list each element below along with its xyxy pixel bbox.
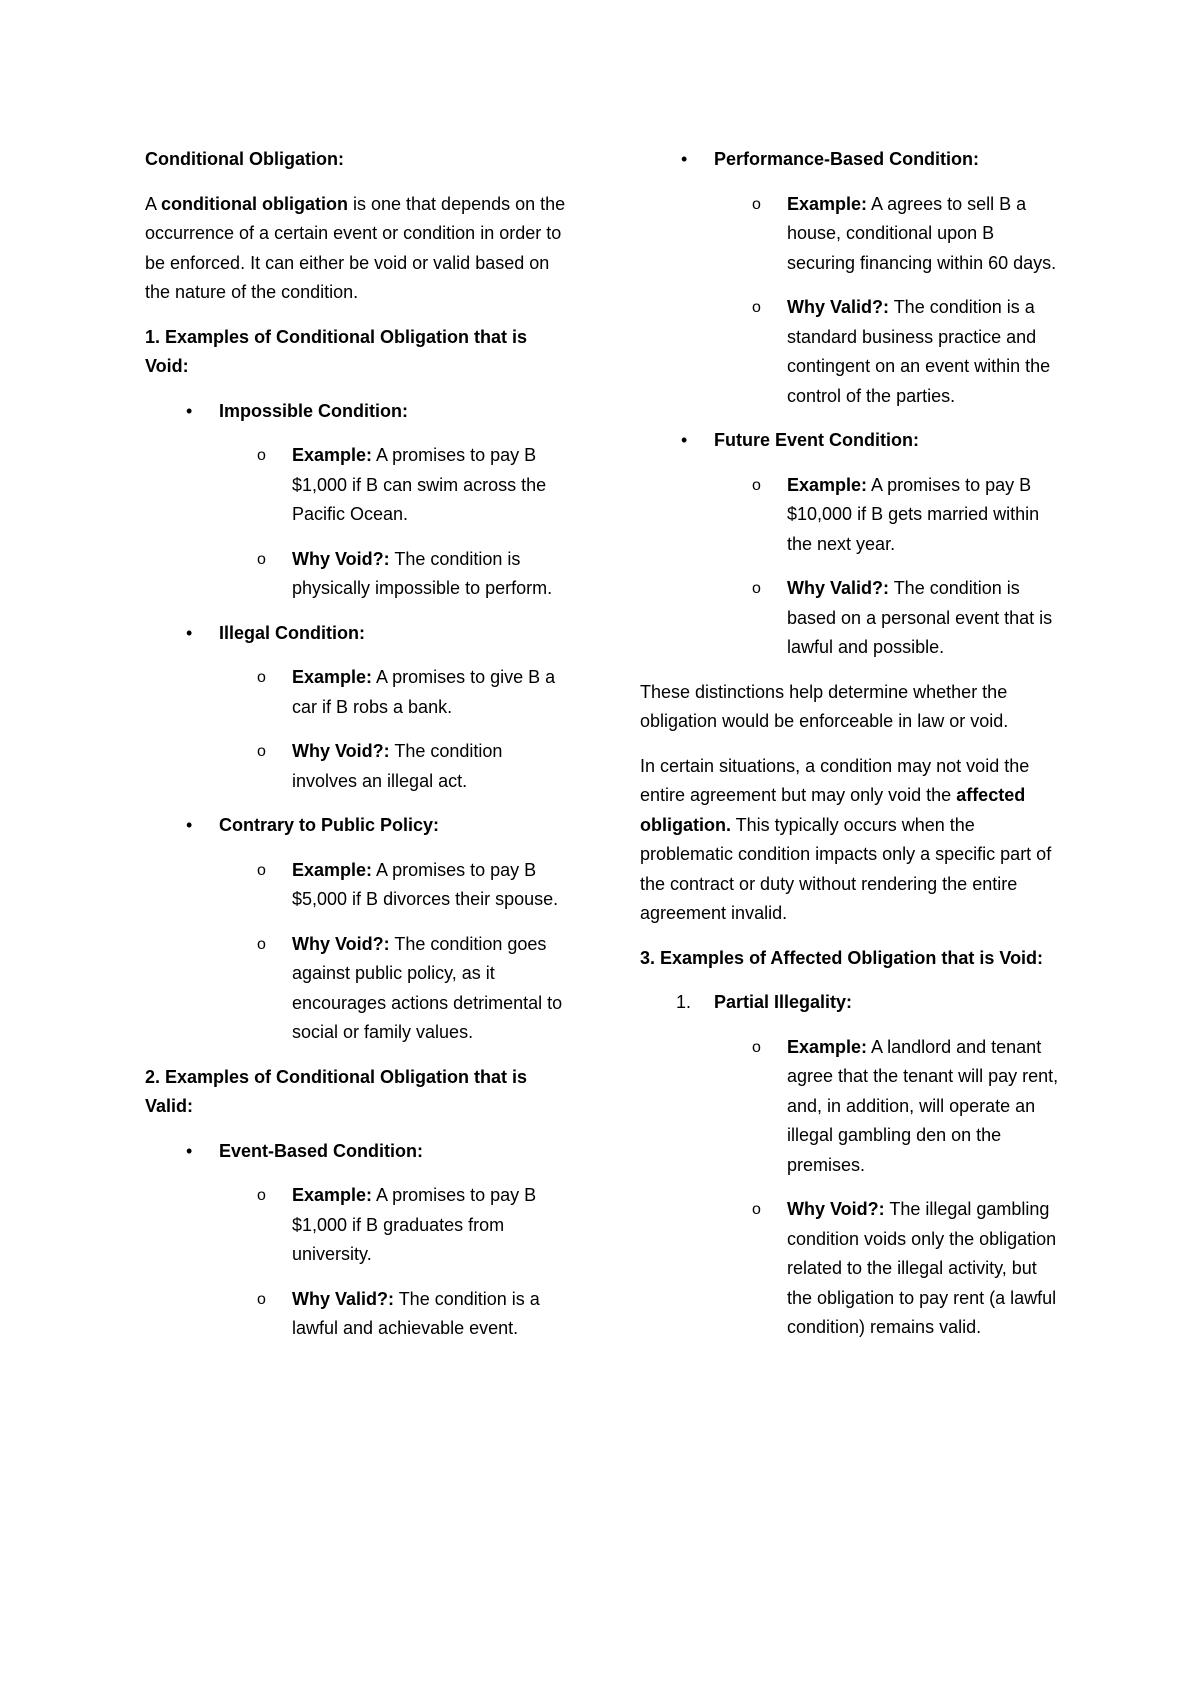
sub-item-why: o Why Void?: The condition involves an illegal act. (145, 737, 570, 796)
situations-paragraph: In certain situations, a condition may not void the entire agreement but may only void the affected obligation. This typically occurs when the problematic condition impacts only a specific part of the contract or duty without rendering the entire agreement invalid. (640, 755, 1052, 923)
sub-item-example: o Example: A promises to pay B $1,000 if B can swim across the Pacific Ocean. (145, 441, 570, 530)
sub-marker: o (752, 1201, 761, 1218)
sub-marker: o (257, 669, 266, 686)
bullet-item-impossible: • Impossible Condition: (145, 397, 570, 427)
sub-marker: o (257, 1290, 266, 1308)
sub-item-why: o Why Void?: The condition goes against public policy, as it encourages actions detrimental to social or family values. (145, 930, 570, 1048)
section-heading-valid: 2. Examples of Conditional Obligation that is Valid: (145, 1066, 528, 1116)
bullet-marker: • (186, 815, 193, 835)
distinctions-paragraph: These distinctions help determine whether the obligation would be enforceable in law or void. (640, 681, 1009, 731)
section-heading-void: 1. Examples of Conditional Obligation that is Void: (145, 326, 528, 376)
sub-marker: o (257, 550, 266, 568)
sub-item-example: o Example: A landlord and tenant agree that the tenant will pay rent, and, in addition, will operate an illegal gambling den on the premises. (640, 1033, 1065, 1181)
sub-marker: o (752, 195, 761, 213)
bullet-item-performance-based: • Performance-Based Condition: (640, 145, 1065, 175)
sub-marker: o (257, 861, 266, 879)
right-column (640, 145, 1065, 1358)
section-heading-affected: 3. Examples of Affected Obligation that is Void: (640, 947, 1044, 968)
bullet-marker: • (186, 622, 193, 643)
bullet-item-public-policy: • Contrary to Public Policy: (145, 811, 570, 841)
sub-item-example: o Example: A promises to give B a car if B robs a bank. (145, 663, 570, 722)
intro-term: conditional obligation (161, 193, 348, 214)
sub-marker: o (257, 743, 266, 760)
sub-marker: o (752, 299, 761, 316)
sub-item-example: o Example: A agrees to sell B a house, conditional upon B securing financing within 60 days. (640, 190, 1065, 279)
number-marker: 1. (676, 992, 692, 1012)
sub-item-why: o Why Void?: The condition is physically impossible to perform. (145, 545, 570, 604)
sub-marker: o (257, 1187, 266, 1204)
intro-paragraph: A conditional obligation is one that depends on the occurrence of a certain event or condition in order to be enforced. It can either be void or valid based on the nature of the condition. (145, 193, 566, 302)
bullet-item-illegal: • Illegal Condition: (145, 619, 570, 649)
sub-marker: o (257, 447, 266, 464)
numbered-item-partial-illegality: 1. Partial Illegality: (640, 988, 1065, 1018)
bullet-marker: • (681, 149, 688, 169)
sub-item-example: o Example: A promises to pay B $1,000 if B graduates from university. (145, 1181, 570, 1270)
bullet-marker: • (681, 430, 688, 450)
sub-item-why: o Why Valid?: The condition is based on a personal event that is lawful and possible. (640, 574, 1065, 663)
document-title: Conditional Obligation: (145, 149, 344, 169)
bullet-marker: • (186, 400, 193, 421)
bullet-item-future-event: • Future Event Condition: (640, 426, 1065, 456)
sub-marker: o (752, 476, 761, 494)
situations-term: affected obligation. (640, 785, 1026, 835)
sub-item-example: o Example: A promises to pay B $5,000 if B divorces their spouse. (145, 856, 570, 915)
bullet-marker: • (186, 1140, 193, 1161)
sub-marker: o (752, 1038, 761, 1056)
sub-item-why: o Why Valid?: The condition is a lawful and achievable event. (145, 1285, 570, 1344)
bullet-item-event-based: • Event-Based Condition: (145, 1137, 570, 1167)
sub-item-why: o Why Void?: The illegal gambling condition voids only the obligation related to the illegal activity, but the obligation to pay rent (a lawful condition) remains valid. (640, 1195, 1065, 1343)
left-column (145, 145, 570, 1359)
sub-item-example: o Example: A promises to pay B $10,000 if B gets married within the next year. (640, 471, 1065, 560)
sub-marker: o (257, 935, 266, 953)
sub-item-why: o Why Valid?: The condition is a standard business practice and contingent on an event within the control of the parties. (640, 293, 1065, 411)
sub-marker: o (752, 580, 761, 597)
